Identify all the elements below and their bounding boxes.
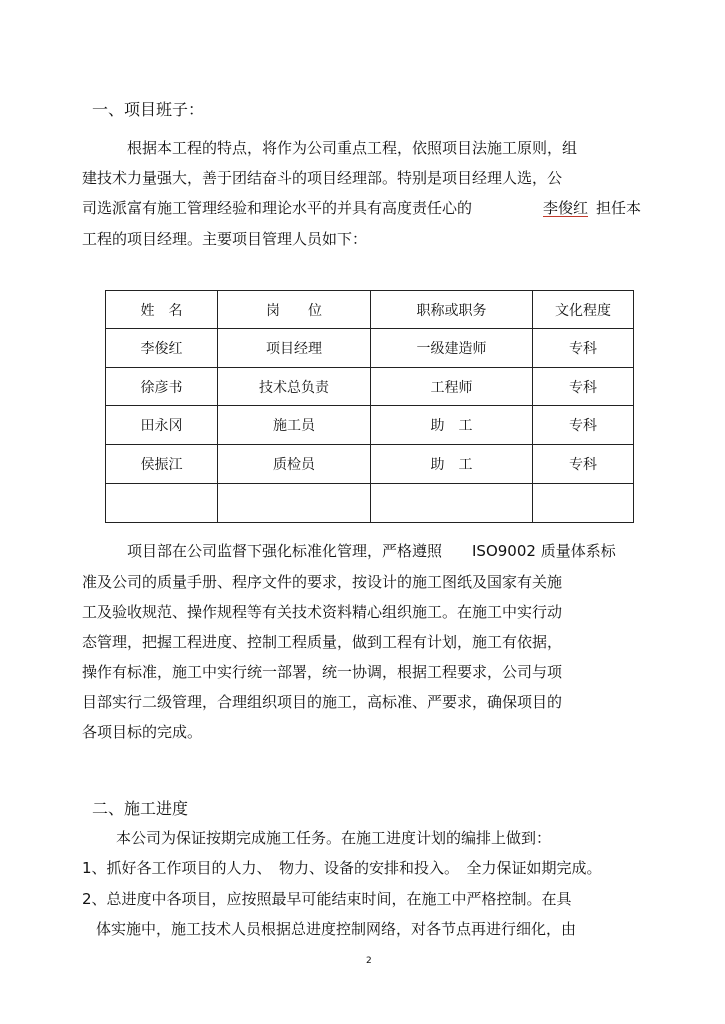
para1-line2: 建技术力量强大，善于团结奋斗的项目经理部。特别是项目经理人选，公	[82, 169, 563, 187]
section2-line2: 1、抓好各工作项目的人力、 物力、设备的安排和投入。 全力保证如期完成。	[82, 859, 602, 877]
header-cell: 职称或职务	[371, 291, 533, 329]
section1-heading: 一、项目班子：	[92, 100, 205, 119]
table-cell: 专科	[533, 445, 634, 484]
header-cell: 岗 位	[218, 291, 371, 329]
table-cell: 专科	[533, 368, 634, 406]
para1-line3-tail: 担任本	[596, 199, 642, 217]
table-cell: 专科	[533, 329, 634, 368]
section2-line4: 体实施中，施工技术人员根据总进度控制网络，对各节点再进行细化，由	[96, 920, 577, 938]
section2-heading: 二、施工进度	[92, 799, 189, 818]
para2-line2: 准及公司的质量手册、程序文件的要求，按设计的施工图纸及国家有关施	[82, 573, 563, 591]
table-header-row	[106, 291, 634, 329]
table-cell: 质检员	[218, 445, 371, 484]
table-cell: 专科	[533, 406, 634, 445]
table-cell	[371, 484, 533, 523]
table-cell	[533, 484, 634, 523]
section2-line1: 本公司为保证按期完成施工任务。在施工进度计划的编排上做到：	[116, 829, 552, 847]
table-cell: 项目经理	[218, 329, 371, 368]
para1-line3: 司选派富有施工管理经验和理论水平的并具有高度责任心的	[82, 199, 473, 217]
table-cell: 徐彦书	[106, 368, 218, 406]
table-cell: 助 工	[371, 406, 533, 445]
para2-line4: 态管理，把握工程进度、控制工程质量，做到工程有计划，施工有依据，	[82, 633, 563, 651]
staff-table	[105, 290, 634, 523]
header-cell: 姓 名	[106, 291, 218, 329]
para1-line1: 根据本工程的特点，将作为公司重点工程，依照项目法施工原则，组	[127, 139, 578, 157]
table-cell: 工程师	[371, 368, 533, 406]
table-cell: 助 工	[371, 445, 533, 484]
table-cell	[218, 484, 371, 523]
table-row	[106, 445, 634, 484]
table-cell: 施工员	[218, 406, 371, 445]
para2-line3: 工及验收规范、操作规程等有关技术资料精心组织施工。在施工中实行动	[82, 603, 563, 621]
table-cell: 侯振江	[106, 445, 218, 484]
table-row	[106, 406, 634, 445]
table-cell: 田永冈	[106, 406, 218, 445]
table-cell: 一级建造师	[371, 329, 533, 368]
para2-line7: 各项目标的完成。	[82, 723, 203, 741]
table-row	[106, 484, 634, 523]
para2-line6: 目部实行二级管理，合理组织项目的施工，高标准、严要求，确保项目的	[82, 693, 563, 711]
para1-line4: 工程的项目经理。主要项目管理人员如下：	[82, 230, 368, 248]
para2-line1: 项目部在公司监督下强化标准化管理，严格遵照 ISO9002 质量体系标	[127, 542, 616, 560]
table-row	[106, 329, 634, 368]
para2-line5: 操作有标准，施工中实行统一部署，统一协调，根据工程要求，公司与项	[82, 663, 563, 681]
header-cell: 文化程度	[533, 291, 634, 329]
section2-line3: 2、总进度中各项目，应按照最早可能结束时间，在施工中严格控制。在具	[82, 890, 572, 908]
table-cell: 技术总负责	[218, 368, 371, 406]
manager-name: 李俊红	[543, 199, 589, 217]
table-cell: 李俊红	[106, 329, 218, 368]
table-row	[106, 368, 634, 406]
page-number: 2	[366, 956, 372, 966]
table-cell	[106, 484, 218, 523]
